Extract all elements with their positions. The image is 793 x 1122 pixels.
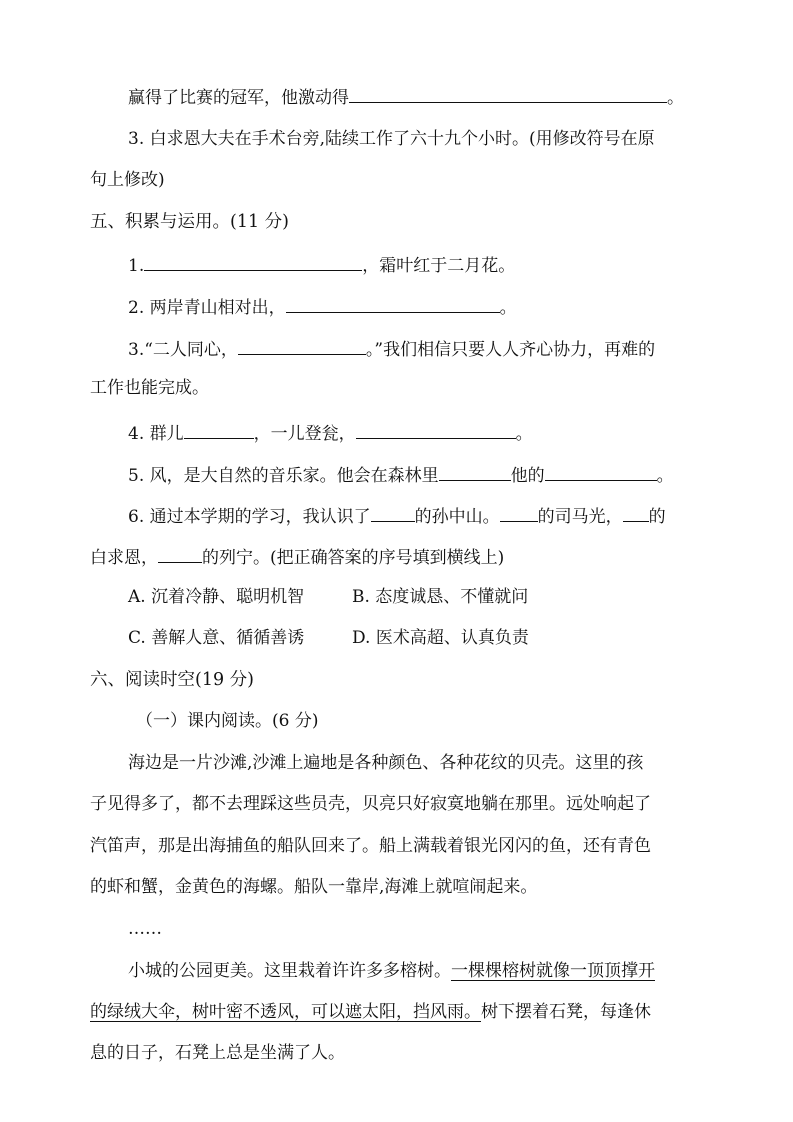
s5-item1-suffix: ，霜叶红于二月花。	[362, 256, 516, 276]
s5-item6-c: 的司马光，	[537, 507, 623, 527]
s5-item3-suffix: 。”我们相信只要人人齐心协力，再难的	[365, 340, 656, 360]
s5-item3-line1	[128, 336, 702, 362]
option-b: B. 态度诚恳、不懂就问	[352, 587, 529, 607]
option-c: C. 善解人意、循循善诱	[128, 628, 305, 648]
s5-item5-mid: 他的	[510, 466, 545, 486]
p2-line2-plain: 树下摆着石凳，每逢休	[481, 1002, 651, 1022]
answer-blank[interactable]	[238, 336, 366, 355]
passage-p1-line4: 的虾和蟹，金黄色的海螺。船队一靠岸,海滩上就喧闹起来。	[90, 877, 538, 897]
q4-item3-line1: 3. 白求恩大夫在手术台旁,陆续工作了六十九个小时。(用修改符号在原	[128, 129, 655, 149]
q4-item2-text: 赢得了比赛的冠军，他激动得	[128, 88, 349, 108]
s5-item2-prefix: 2. 两岸青山相对出，	[128, 298, 286, 318]
answer-blank[interactable]	[623, 503, 649, 522]
answer-blank[interactable]	[158, 544, 202, 563]
underlined-sentence-cont: 的绿绒大伞，树叶密不透风，可以遮太阳，挡风雨。	[90, 1002, 481, 1022]
s5-item4-mid: ，一儿登瓮，	[253, 424, 356, 444]
answer-blank[interactable]	[545, 462, 657, 481]
s5-item6-line2-b: 的列宁。(把正确答案的序号填到横线上)	[202, 548, 505, 568]
s6-sub1-title: （一）课内阅读。(6 分)	[136, 711, 319, 731]
q4-item2-end: 。	[667, 88, 684, 108]
s5-item2-suffix: 。	[499, 298, 517, 318]
s5-item1	[128, 252, 702, 278]
s5-options-row2	[128, 626, 702, 650]
passage-p1-line2: 子见得多了，都不去理踩这些员壳，贝亮只好寂寞地躺在那里。远处响起了	[90, 794, 651, 814]
s5-item6-a: 6. 通过本学期的学习，我认识了	[128, 507, 371, 527]
underlined-sentence: 一棵棵榕树就像一顶顶撑开	[451, 961, 655, 981]
answer-blank[interactable]	[371, 503, 415, 522]
section5-title: 五、积累与运用。(11 分)	[90, 212, 289, 232]
s5-item1-prefix: 1.	[128, 256, 145, 276]
s5-item4-suffix: 。	[515, 424, 533, 444]
s5-item4	[128, 420, 702, 446]
answer-blank[interactable]	[356, 420, 516, 439]
answer-blank[interactable]	[349, 84, 667, 103]
answer-blank[interactable]	[439, 462, 511, 481]
answer-blank[interactable]	[144, 252, 362, 271]
s5-item6-line2	[90, 544, 702, 570]
passage-p2-line2	[90, 1000, 702, 1024]
passage-p1-line3: 汽笛声，那是出海捕鱼的船队回来了。船上满载着银光冈闪的鱼，还有青色	[90, 836, 651, 856]
option-d: D. 医术高超、认真负责	[352, 628, 529, 648]
s5-item6-line2-a: 白求恩，	[90, 548, 158, 568]
s5-item5-suffix: 。	[656, 466, 674, 486]
s5-options-row1	[128, 585, 702, 609]
passage-p2-line3: 息的日子，石凳上总是坐满了人。	[90, 1043, 345, 1063]
s5-item6-line1	[128, 503, 702, 529]
section6-title: 六、阅读时空(19 分)	[90, 670, 254, 690]
passage-p1-line1: 海边是一片沙滩,沙滩上遍地是各种颜色、各种花纹的贝壳。这里的孩	[128, 753, 644, 773]
p2-line1-plain: 小城的公园更美。这里栽着许许多多榕树。	[128, 961, 451, 981]
s5-item3-prefix: 3.“二人同心，	[128, 340, 238, 360]
s5-item5	[128, 462, 702, 488]
passage-p2-line1	[128, 959, 702, 983]
s5-item4-prefix: 4. 群儿	[128, 424, 184, 444]
s5-item6-d: 的	[648, 507, 666, 527]
s5-item5-prefix: 5. 风，是大自然的音乐家。他会在森林里	[128, 466, 439, 486]
s5-item2	[128, 294, 702, 320]
answer-blank[interactable]	[286, 294, 500, 313]
q4-item3-line2: 句上修改)	[90, 170, 165, 190]
q4-item2-line	[128, 84, 702, 110]
s5-item6-b: 的孙中山。	[414, 507, 500, 527]
s5-item3-line2: 工作也能完成。	[90, 378, 209, 398]
answer-blank[interactable]	[184, 420, 254, 439]
option-a: A. 沉着冷静、聪明机智	[128, 587, 305, 607]
answer-blank[interactable]	[500, 503, 538, 522]
passage-ellipsis: ……	[128, 919, 162, 939]
